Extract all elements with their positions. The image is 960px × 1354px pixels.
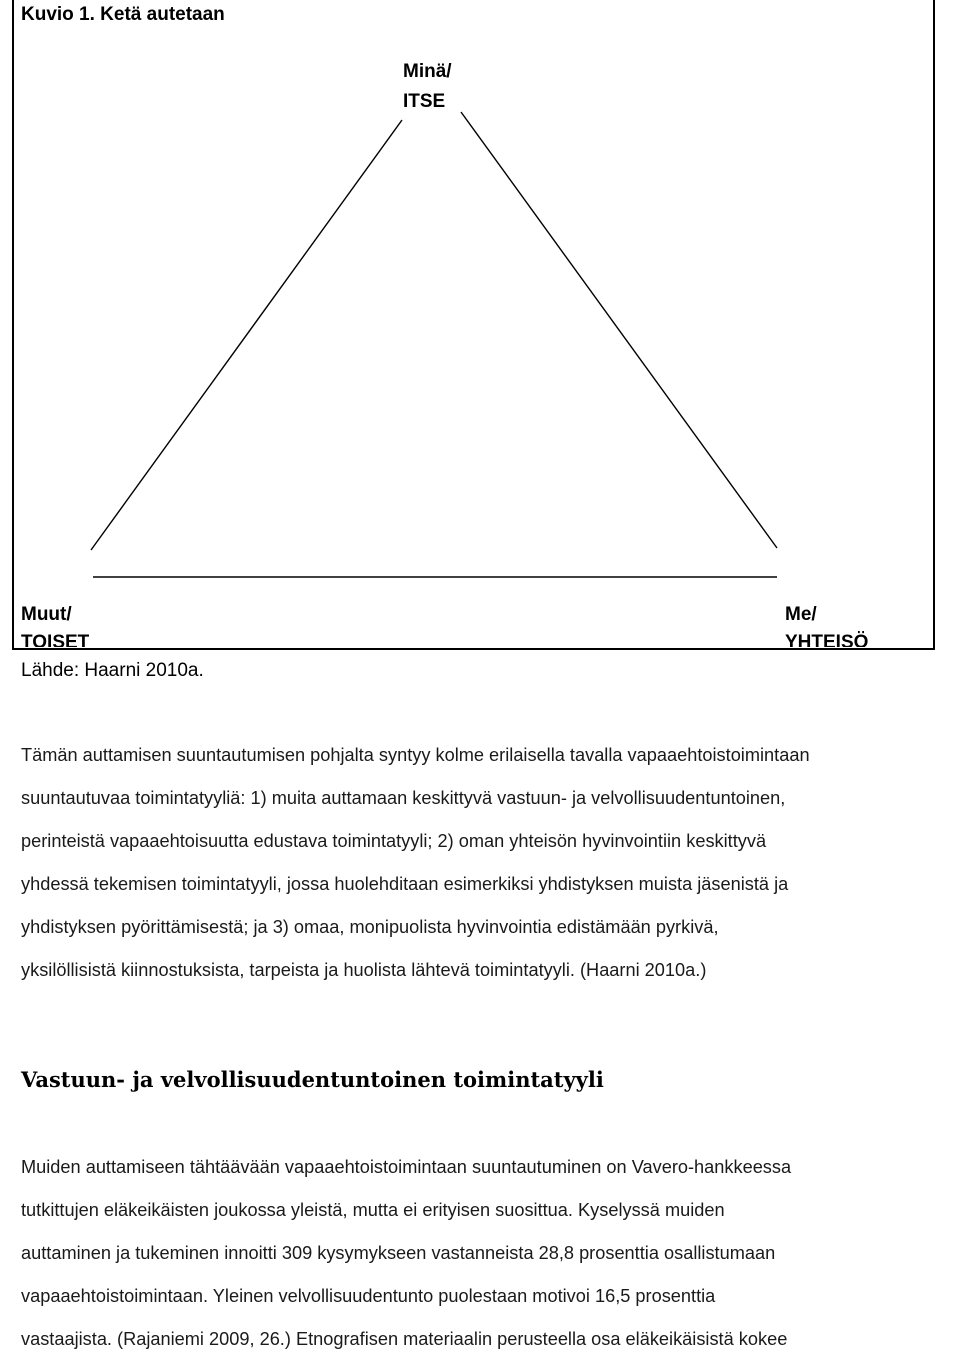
left-vertex-label xyxy=(21,601,89,647)
left-edge xyxy=(91,120,402,550)
top-label-line-1: Minä/ xyxy=(403,61,452,82)
right-edge xyxy=(461,112,777,548)
right-vertex-label xyxy=(785,601,868,647)
left-label-line-2: TOISET xyxy=(21,632,90,647)
paragraph-2-line-1: Muiden auttamiseen tähtäävään vapaaehtoistoimintaan suuntautuminen on Vavero-hankkeessa xyxy=(21,1157,792,1177)
top-label-line-2: ITSE xyxy=(403,91,446,112)
right-label-line-2: YHTEISÖ xyxy=(785,632,869,647)
figure-caption: Kuvio 1. Ketä autetaan xyxy=(21,4,225,25)
paragraph-2-line-3: auttaminen ja tukeminen innoitti 309 kysymykseen vastanneista 28,8 prosenttia osallistumaan xyxy=(21,1243,776,1263)
right-label-line-1: Me/ xyxy=(785,604,817,625)
top-vertex-label xyxy=(403,58,452,116)
paragraph-2-line-2: tutkittujen eläkeikäisten joukossa yleistä, mutta ei erityisen suosittua. Kyselyssä muiden xyxy=(21,1200,725,1220)
paragraph-2-line-4: vapaaehtoistoimintaan. Yleinen velvollisuudentunto puolestaan motivoi 16,5 prosenttia xyxy=(21,1286,716,1306)
paragraph-2-line-5: vastaajista. (Rajaniemi 2009, 26.) Etnografisen materiaalin perusteella osa eläkeikäisistä kokee xyxy=(21,1329,788,1349)
paragraph-1-line-3: perinteistä vapaaehtoisuutta edustava toimintatyyli; 2) oman yhteisön hyvinvointiin keskittyvä xyxy=(21,831,767,851)
figure-source: Lähde: Haarni 2010a. xyxy=(21,660,204,681)
paragraph-1-line-1: Tämän auttamisen suuntautumisen pohjalta syntyy kolme erilaisella tavalla vapaaehtoistoimintaan xyxy=(21,745,810,765)
paragraph-1-line-5: yhdistyksen pyörittämisestä; ja 3) omaa, monipuolista hyvinvointia edistämään pyrkivä, xyxy=(21,917,719,937)
section-heading: Vastuun- ja velvollisuudentuntoinen toimintatyyli xyxy=(21,1067,604,1092)
paragraph-1-line-4: yhdessä tekemisen toimintatyyli, jossa huolehditaan esimerkiksi yhdistyksen muista jäsenistä ja xyxy=(21,874,789,894)
left-label-line-1: Muut/ xyxy=(21,604,72,625)
paragraph-1-line-6: yksilöllisistä kiinnostuksista, tarpeista ja huolista lähtevä toimintatyyli. (Haarni 2010a.) xyxy=(21,960,707,980)
paragraph-1-line-2: suuntautuvaa toimintatyyliä: 1) muita auttamaan keskittyvä vastuun- ja velvollisuudentuntoinen, xyxy=(21,788,786,808)
